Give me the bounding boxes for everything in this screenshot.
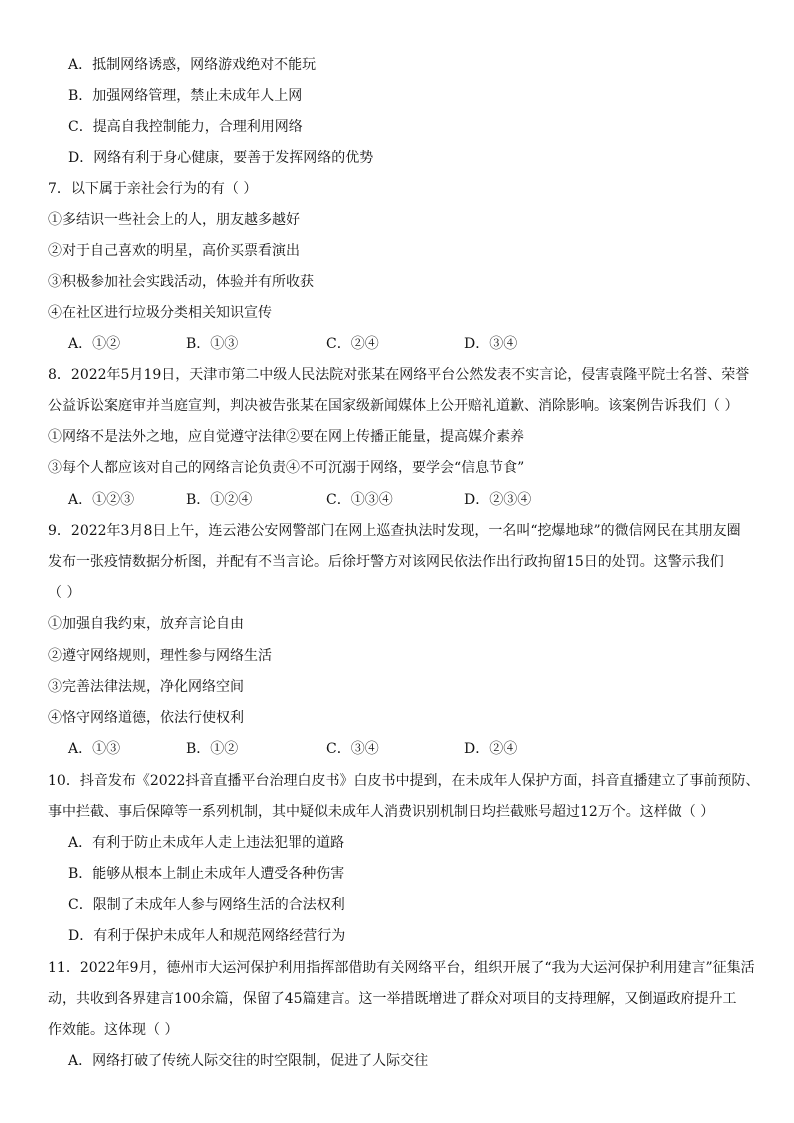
q8-option-a: A．①②③ [68,492,135,508]
q7-item-1: ①多结识一些社会上的人，朋友越多越好 [48,212,300,228]
q11-stem-line-3: 作效能。这体现（ ） [48,1022,179,1038]
q8-stem-line-1: 8．2022年5月19日，天津市第二中级人民法院对张某在网络平台公然发表不实言论，侵害袁隆平院士名誉、荣誉 [48,367,750,383]
q7-option-c: C．②④ [326,336,379,352]
q6-option-a: A．抵制网络诱惑，网络游戏绝对不能玩 [68,57,317,73]
q8-option-b: B．①②④ [186,492,253,508]
q7-item-2: ②对于自己喜欢的明星，高价买票看演出 [48,243,300,259]
q9-option-c: C．③④ [326,741,379,757]
q7-option-d: D．③④ [464,336,518,352]
q8-item-2: ③每个人都应该对自己的网络言论负责④不可沉溺于网络，要学会“信息节食” [48,460,525,476]
q7-option-b: B．①③ [186,336,239,352]
q9-stem-line-3: （ ） [48,585,81,601]
q7-item-4: ④在社区进行垃圾分类相关知识宣传 [48,305,272,321]
q7-stem: 7．以下属于亲社会行为的有（ ） [48,181,258,197]
q8-stem-line-2: 公益诉讼案庭审并当庭宣判，判决被告张某在国家级新闻媒体上公开赔礼道歉、消除影响。该案例告诉我们（ ） [48,398,739,414]
q11-option-a: A．网络打破了传统人际交往的时空限制，促进了人际交往 [68,1053,429,1069]
q9-option-b: B．①② [186,741,239,757]
q10-option-a: A．有利于防止未成年人走上违法犯罪的道路 [68,835,345,851]
q10-stem-line-1: 10．抖音发布《2022抖音直播平台治理白皮书》白皮书中提到，在未成年人保护方面，抖音直播建立了事前预防、 [48,773,760,789]
q9-stem-line-1: 9．2022年3月8日上午，连云港公安网警部门在网上巡查执法时发现，一名叫“挖爆地球”的微信网民在其朋友圈 [48,523,741,539]
q7-option-a: A．①② [68,336,121,352]
q9-option-d: D．②④ [464,741,518,757]
q8-option-c: C．①③④ [326,492,393,508]
q6-option-c: C．提高自我控制能力，合理利用网络 [68,119,303,135]
q10-option-d: D．有利于保护未成年人和规范网络经营行为 [68,928,346,944]
q11-stem-line-1: 11．2022年9月，德州市大运河保护利用指挥部借助有关网络平台，组织开展了“我为大运河保护利用建言”征集活 [48,960,755,976]
q8-option-d: D．②③④ [464,492,532,508]
q10-option-b: B．能够从根本上制止未成年人遭受各种伤害 [68,866,345,882]
q10-stem-line-2: 事中拦截、事后保障等一系列机制，其中疑似未成年人消费识别机制日均拦截账号超过12万个。这样做（ ） [48,804,715,820]
q9-item-2: ②遵守网络规则，理性参与网络生活 [48,648,272,664]
q9-stem-line-2: 发布一张疫情数据分析图，并配有不当言论。后徐圩警方对该网民依法作出行政拘留15日的处罚。这警示我们 [48,554,724,570]
q6-option-b: B．加强网络管理，禁止未成年人上网 [68,88,303,104]
q6-option-d: D．网络有利于身心健康，要善于发挥网络的优势 [68,150,374,166]
q9-option-a: A．①③ [68,741,121,757]
q9-item-4: ④恪守网络道德，依法行使权利 [48,710,244,726]
q11-stem-line-2: 动，共收到各界建言100余篇，保留了45篇建言。这一举措既增进了群众对项目的支持理解，又倒逼政府提升工 [48,991,737,1007]
q8-item-1: ①网络不是法外之地，应自觉遵守法律②要在网上传播正能量，提高媒介素养 [48,429,524,445]
q10-option-c: C．限制了未成年人参与网络生活的合法权利 [68,897,345,913]
q9-item-1: ①加强自我约束，放弃言论自由 [48,616,244,632]
q9-item-3: ③完善法律法规，净化网络空间 [48,679,244,695]
q7-item-3: ③积极参加社会实践活动，体验并有所收获 [48,274,314,290]
